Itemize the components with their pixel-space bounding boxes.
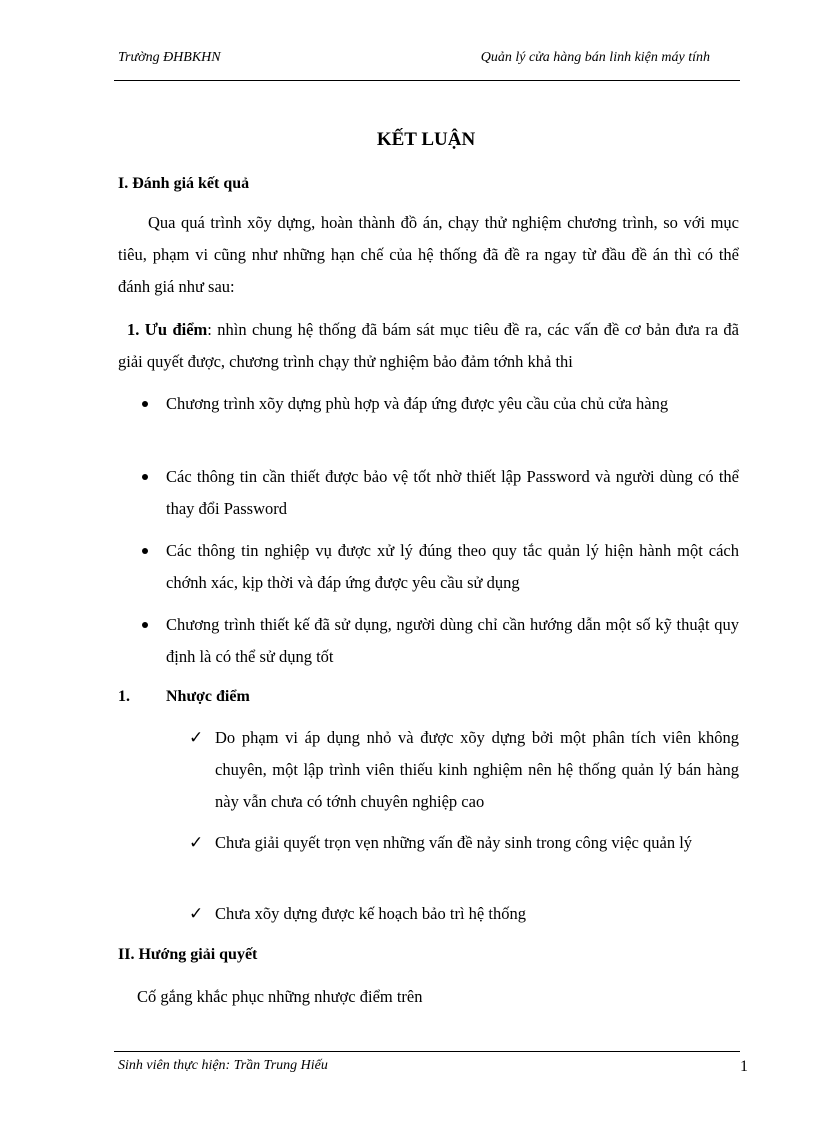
page-title: KẾT LUẬN bbox=[376, 129, 476, 150]
advantage-paragraph bbox=[118, 314, 739, 378]
list-item bbox=[189, 722, 739, 818]
section-heading-solution: II. Hướng giải quyết bbox=[118, 946, 258, 963]
bullet-dot-icon bbox=[142, 622, 148, 628]
list-item bbox=[166, 461, 739, 525]
header-project-title: Quản lý cửa hàng bán linh kiện máy tính bbox=[480, 50, 710, 65]
bullet-dot-icon bbox=[142, 401, 148, 407]
disadvantage-item-text: Do phạm vi áp dụng nhỏ và được xõy dựng bởi một phân tích viên không chuyên, một lập trình viên thiếu kinh nghiệm nên hệ thống quản lý bán hàng này vẫn chưa có tớnh chuyên nghiệp cao bbox=[215, 728, 739, 811]
bullet-dot-icon bbox=[142, 474, 148, 480]
disadvantage-item-text: Chưa giải quyết trọn vẹn những vấn đề nảy sinh trong công việc quản lý bbox=[215, 833, 693, 852]
advantage-text: : nhìn chung hệ thống đã bám sát mục tiêu đề ra, các vấn đề cơ bản đưa ra đã giải quyết được, chương trình chạy thử nghiệm bảo đảm tớnh khả thi bbox=[118, 320, 740, 371]
advantage-item-text: Các thông tin cần thiết được bảo vệ tốt nhờ thiết lập Password và người dùng có thể thay đổi Password bbox=[166, 467, 739, 518]
page-number: 1 bbox=[740, 1058, 748, 1075]
disadvantage-number: 1. bbox=[118, 688, 130, 705]
bullet-dot-icon bbox=[142, 548, 148, 554]
header-divider bbox=[114, 80, 740, 81]
checkmark-icon: ✓ bbox=[189, 728, 204, 747]
header-school: Trường ĐHBKHN bbox=[118, 50, 221, 65]
solution-paragraph: Cố gắng khắc phục những nhược điểm trên bbox=[137, 987, 423, 1006]
advantage-item-text: Chương trình xõy dựng phù hợp và đáp ứng được yêu cầu của chủ cửa hàng bbox=[166, 394, 669, 413]
advantage-label: 1. Ưu điểm bbox=[127, 320, 208, 339]
footer-author: Sinh viên thực hiện: Trần Trung Hiếu bbox=[118, 1058, 328, 1073]
checkmark-icon: ✓ bbox=[189, 904, 204, 923]
list-item bbox=[166, 535, 739, 599]
checkmark-icon: ✓ bbox=[189, 833, 204, 852]
disadvantage-heading: Nhược điểm bbox=[166, 688, 250, 705]
list-item bbox=[189, 827, 739, 859]
list-item bbox=[166, 388, 739, 420]
page-footer bbox=[118, 1058, 748, 1076]
advantage-item-text: Các thông tin nghiệp vụ được xử lý đúng theo quy tắc quản lý hiện hành một cách chớnh xác, kịp thời và đáp ứng được yêu cầu sử dụng bbox=[166, 541, 739, 592]
page-header bbox=[118, 50, 710, 68]
disadvantage-item-text: Chưa xõy dựng được kế hoạch bảo trì hệ thống bbox=[215, 904, 526, 923]
list-item bbox=[166, 609, 739, 673]
footer-divider bbox=[114, 1051, 740, 1052]
list-item bbox=[189, 898, 739, 930]
section-heading-evaluation: I. Đánh giá kết quả bbox=[118, 175, 250, 192]
intro-paragraph: Qua quá trình xõy dựng, hoàn thành đồ án, chạy thử nghiệm chương trình, so với mục tiêu, phạm vi cũng như những hạn chế của hệ thống đã đề ra ngay từ đầu đề án thì có thể đánh giá như sau: bbox=[118, 213, 739, 296]
advantage-item-text: Chương trình thiết kế đã sử dụng, người dùng chỉ cần hướng dẫn một số kỹ thuật quy định là có thể sử dụng tốt bbox=[166, 615, 739, 666]
